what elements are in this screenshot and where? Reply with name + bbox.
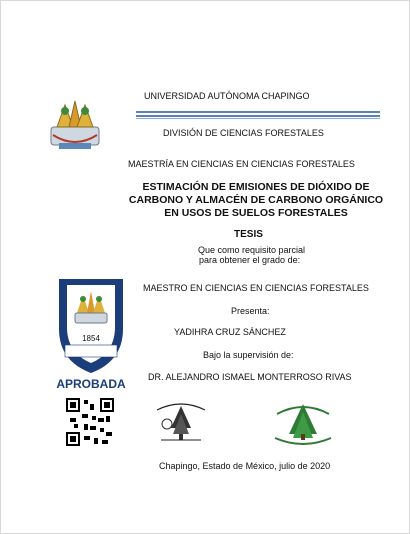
supervisor-name: DR. ALEJANDRO ISMAEL MONTERROSO RIVAS (148, 372, 352, 382)
university-crest-icon (45, 97, 105, 155)
document-type: TESIS (234, 229, 263, 240)
requirement-line: Que como requisito parcial (198, 245, 306, 255)
header-rule (136, 111, 380, 113)
seal-year: 1854 (82, 334, 100, 343)
approval-seal-icon (51, 269, 131, 379)
thesis-title: ESTIMACIÓN DE EMISIONES DE DIÓXIDO DE CARBONO Y ALMACÉN DE CARBONO ORGÁNICO EN USOS DE SUELOS FORESTALES (128, 181, 384, 219)
header-rule (136, 118, 380, 119)
degree-name: MAESTRO EN CIENCIAS EN CIENCIAS FORESTALES (143, 283, 369, 293)
requirement-line: para obtener el grado de: (199, 255, 301, 265)
division-name: DIVISIÓN DE CIENCIAS FORESTALES (163, 128, 324, 138)
supervision-label: Bajo la supervisión de: (203, 350, 294, 360)
division-logo-icon (151, 394, 211, 452)
forestales-logo-icon (271, 394, 335, 448)
qr-code-icon (66, 398, 114, 446)
presents-label: Presenta: (231, 306, 270, 316)
place-and-date: Chapingo, Estado de México, julio de 2020 (159, 461, 331, 471)
approved-stamp: APROBADA (56, 377, 126, 391)
header-rule (136, 115, 380, 117)
university-name: UNIVERSIDAD AUTÓNOMA CHAPINGO (144, 91, 310, 101)
author-name: YADIHRA CRUZ SÁNCHEZ (174, 327, 286, 337)
program-name: MAESTRÍA EN CIENCIAS EN CIENCIAS FORESTALES (128, 159, 355, 169)
